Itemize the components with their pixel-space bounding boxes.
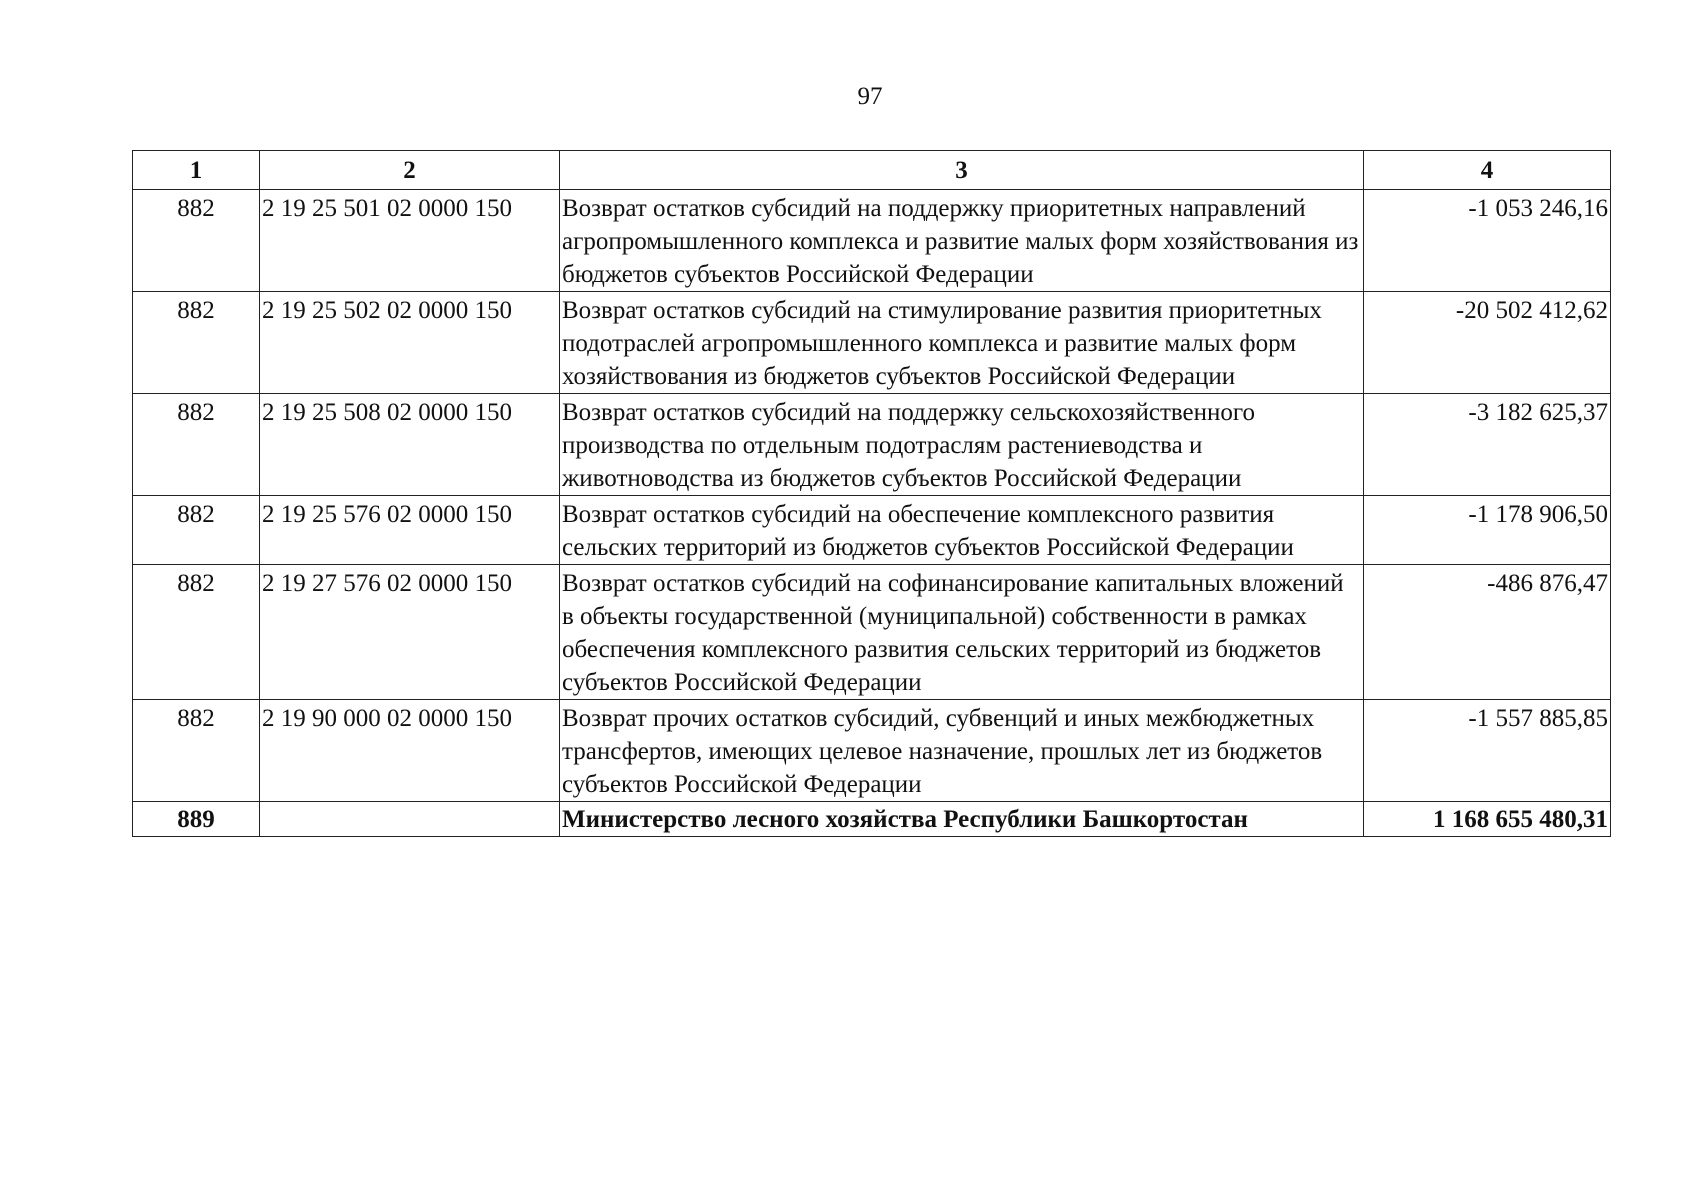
total-admin-code-cell: 889 (133, 802, 260, 837)
amount-cell: -20 502 412,62 (1364, 292, 1611, 394)
kbk-code-cell: 2 19 25 508 02 0000 150 (260, 394, 560, 496)
table-row (133, 292, 1611, 394)
kbk-code-cell: 2 19 90 000 02 0000 150 (260, 700, 560, 802)
header-col-1: 1 (133, 151, 260, 190)
admin-code-cell: 882 (133, 190, 260, 292)
header-col-2: 2 (260, 151, 560, 190)
description-cell: Возврат остатков субсидий на поддержку приоритетных направлений агропромышленного комплекса и развитие малых форм хозяйствования из бюджетов субъектов Российской Федерации (560, 190, 1364, 292)
amount-cell: -486 876,47 (1364, 565, 1611, 700)
total-description-cell: Министерство лесного хозяйства Республики Башкортостан (560, 802, 1364, 837)
total-row (133, 802, 1611, 837)
total-amount-cell: 1 168 655 480,31 (1364, 802, 1611, 837)
admin-code-cell: 882 (133, 292, 260, 394)
kbk-code-cell: 2 19 25 502 02 0000 150 (260, 292, 560, 394)
description-cell: Возврат остатков субсидий на поддержку сельскохозяйственного производства по отдельным подотраслям растениеводства и животноводства из бюджетов субъектов Российской Федерации (560, 394, 1364, 496)
budget-table (132, 150, 1611, 837)
table-row (133, 700, 1611, 802)
amount-cell: -3 182 625,37 (1364, 394, 1611, 496)
page-number: 97 (857, 83, 883, 110)
admin-code-cell: 882 (133, 394, 260, 496)
header-col-3: 3 (560, 151, 1364, 190)
description-cell: Возврат остатков субсидий на стимулирование развития приоритетных подотраслей агропромышленного комплекса и развитие малых форм хозяйствования из бюджетов субъектов Российской Федерации (560, 292, 1364, 394)
kbk-code-cell: 2 19 27 576 02 0000 150 (260, 565, 560, 700)
admin-code-cell: 882 (133, 700, 260, 802)
amount-cell: -1 178 906,50 (1364, 496, 1611, 565)
total-kbk-code-cell (260, 802, 560, 837)
amount-cell: -1 557 885,85 (1364, 700, 1611, 802)
table-row (133, 394, 1611, 496)
description-cell: Возврат прочих остатков субсидий, субвенций и иных межбюджетных трансфертов, имеющих целевое назначение, прошлых лет из бюджетов субъектов Российской Федерации (560, 700, 1364, 802)
kbk-code-cell: 2 19 25 576 02 0000 150 (260, 496, 560, 565)
table-row (133, 496, 1611, 565)
table-row (133, 190, 1611, 292)
header-row (133, 151, 1611, 190)
description-cell: Возврат остатков субсидий на обеспечение комплексного развития сельских территорий из бюджетов субъектов Российской Федерации (560, 496, 1364, 565)
header-col-4: 4 (1364, 151, 1611, 190)
admin-code-cell: 882 (133, 496, 260, 565)
admin-code-cell: 882 (133, 565, 260, 700)
amount-cell: -1 053 246,16 (1364, 190, 1611, 292)
table-row (133, 565, 1611, 700)
description-cell: Возврат остатков субсидий на софинансирование капитальных вложений в объекты государственной (муниципальной) собственности в рамках обеспечения комплексного развития сельских территорий из бюджетов субъектов Российской Федерации (560, 565, 1364, 700)
kbk-code-cell: 2 19 25 501 02 0000 150 (260, 190, 560, 292)
